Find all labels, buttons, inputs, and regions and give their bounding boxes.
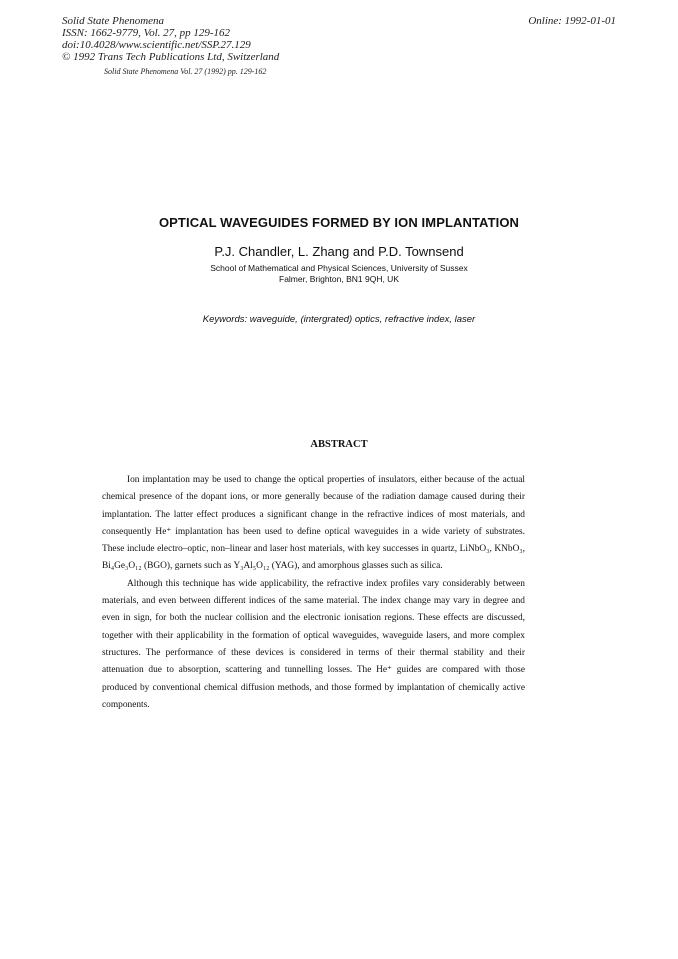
citation-header	[62, 15, 279, 63]
online-date: Online: 1992-01-01	[528, 15, 616, 27]
abstract-paragraph: Ion implantation may be used to change the optical properties of insulators, either because of the actual chemical presence of the dopant ions, or more generally because of the radiation damage caused during their implantation. The latter effect produces a significant change in the refractive indices of most materials, and consequently He⁺ implantation has been used to define optical waveguides in a wide variety of substrates. These include electro–optic, non–linear and laser host materials, with key successes in quartz, LiNbO₃, KNbO₃, Bi₄Ge₃O₁₂ (BGO), garnets such as Y₃Al₅O₁₂ (YAG), and amorphous glasses such as silica.	[102, 475, 525, 572]
doi-line: doi:10.4028/www.scientific.net/SSP.27.129	[62, 39, 251, 51]
journal-name: Solid State Phenomena	[62, 15, 165, 27]
author-list: P.J. Chandler, L. Zhang and P.D. Townsend	[214, 244, 464, 259]
affiliation	[0, 263, 678, 285]
paper-title: OPTICAL WAVEGUIDES FORMED BY ION IMPLANTATION	[158, 215, 520, 230]
running-head: Solid State Phenomena Vol. 27 (1992) pp. 129-162	[104, 67, 267, 76]
copyright-line: © 1992 Trans Tech Publications Ltd, Switzerland	[62, 51, 280, 63]
keywords: Keywords: waveguide, (intergrated) optics, refractive index, laser	[202, 314, 476, 325]
abstract-body	[102, 472, 525, 714]
affiliation-line: School of Mathematical and Physical Sciences, University of Sussex	[210, 263, 468, 273]
abstract-paragraph: Although this technique has wide applicability, the refractive index profiles vary considerably between materials, and even between different indices of the same material. The index change may vary in degree and even in sign, for both the nuclear collision and the electronic ionisation regions. These effects are discussed, together with their applicability in the formation of optical waveguides, waveguide lasers, and more complex structures. The performance of these devices is considered in terms of their thermal stability and their attenuation due to absorption, scattering and tunnelling losses. The He⁺ guides are compared with those produced by conventional chemical diffusion methods, and those formed by implantation of chemically active components.	[102, 578, 525, 710]
abstract-heading: ABSTRACT	[310, 439, 368, 450]
affiliation-line: Falmer, Brighton, BN1 9QH, UK	[279, 274, 399, 284]
issn-line: ISSN: 1662-9779, Vol. 27, pp 129-162	[62, 27, 231, 39]
